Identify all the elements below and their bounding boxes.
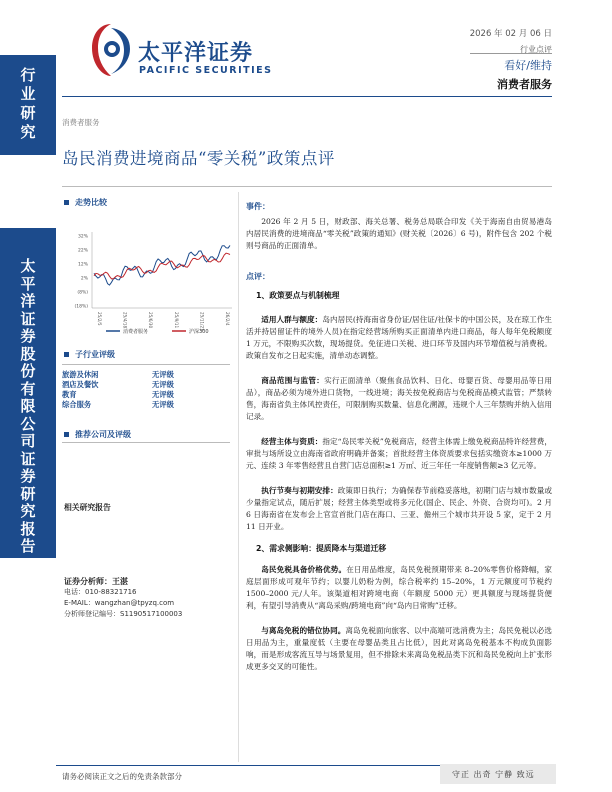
paragraph-price-advantage: [246, 564, 552, 612]
sub-industry-rating: 无评级: [152, 370, 174, 379]
bullet-square-icon: [64, 432, 69, 437]
chart-x-axis: [97, 312, 230, 331]
y-tick-label: 22%: [77, 248, 88, 254]
y-tick-label: (8%): [77, 290, 88, 296]
sub-industry-rating: 无评级: [152, 400, 174, 409]
analyst-name: 证券分析师：王湛: [64, 577, 128, 586]
recommend-divider: [62, 442, 230, 443]
header-meta: [352, 27, 552, 55]
x-tick-label: 25/2/5: [97, 312, 102, 326]
paragraph-operators: [246, 436, 552, 472]
breadcrumb: 消费者服务: [62, 118, 100, 127]
table-row: [62, 380, 212, 390]
event-heading: 事件：: [246, 202, 270, 211]
legend-label-csi300: 沪深300: [189, 329, 209, 335]
sub-rating-table: [62, 370, 212, 410]
y-tick-label: 12%: [77, 262, 88, 268]
footer-disclaimer: 请务必阅读正文之后的免责条款部分: [62, 772, 182, 781]
paragraph-schedule: [246, 485, 552, 533]
trend-heading: 走势比较: [64, 197, 107, 208]
event-paragraph: 2026 年 2 月 5 日，财政部、海关总署、税务总局联合印发《关于海南自由贸易港岛内居民消费的进境商品“零关税”政策的通知》(财关税〔2026〕6 号)，附件包含 202 个税则号商品的正面清单。: [246, 217, 552, 250]
rating-badge: 看好/维持: [504, 59, 552, 72]
logo-cn: 太平洋证券: [138, 41, 254, 66]
legend-label-consumer: 消费者服务: [123, 329, 149, 335]
sub-industry-name: 综合服务: [62, 400, 92, 409]
series-csi300: [94, 253, 230, 279]
chart-y-axis: [74, 234, 88, 310]
table-row: [62, 390, 212, 400]
header-divider: [62, 96, 552, 97]
sub-industry-name: 旅游及休闲: [62, 370, 99, 379]
x-tick-label: 25/6/30: [148, 312, 154, 329]
left-strip-main-text: 太 平 洋 证 券 股 份 有 限 公 司 证 券 研 究 报 告: [20, 257, 36, 555]
x-tick-label: 25/11/23: [199, 312, 205, 331]
section2-heading: 2、需求侧影响：提质降本与渠道迁移: [256, 544, 387, 553]
footer-slogan: 守正 出奇 宁静 致远: [452, 770, 535, 779]
paragraph-lead: 岛民免税具备价格优势。: [261, 565, 347, 574]
sub-industry-rating: 无评级: [152, 380, 174, 389]
chart-legend: [106, 328, 209, 335]
sub-industry-name: 酒店及餐饮: [62, 380, 99, 389]
column-divider: [238, 192, 239, 762]
paragraph-body: 岛内居民(持海南省身份证/居住证/社保卡的中国公民，及在琼工作生活并持居留证件的境外人员)在指定经营场所购买正面清单内进口商品，每人每年免税额度 1 万元，不限购买次数，现场提货。免征进口关税、进口环节及国内环节增值税与消费税。政策自发布之日起实施，清单动态调整。: [246, 315, 553, 360]
trend-chart: [62, 228, 242, 338]
paragraph-scope: [246, 375, 552, 423]
bullet-square-icon: [64, 352, 69, 357]
industry-label: 消费者服务: [497, 78, 552, 91]
logo-mark-icon: [88, 22, 134, 78]
sub-industry-name: 教育: [62, 390, 77, 399]
paragraph-body: 政策即日执行；为确保春节前稳妥落地，初期门店与城市数量或少量指定试点，随后扩展；经营主体类型或将多元化(国企、民企、外资、合资均可)。2 月 6 日海南省在发布会上官宣首批门店在海口、三亚、儋州三个城市共开设 5 家，定于 2 月 11 日开业。: [246, 486, 552, 531]
main-content: [246, 201, 552, 673]
paragraph-lead: 商品范围与监管：: [261, 376, 325, 385]
paragraph-synergy: [246, 625, 552, 673]
logo-en: PACIFIC SECURITIES: [139, 65, 273, 76]
paragraph-lead: 与离岛免税的错位协同。: [261, 626, 346, 635]
paragraph-body: 实行正面清单（聚焦食品饮料、日化、母婴百货、母婴用品等日用品），商品必须为境外进口货物，一线进境；海关按免税商店与免税商品模式监管；严禁转售，海南省负主体风控责任，可限制购买数量、信息化溯源，违规个人三年禁购并纳入信用记录。: [246, 376, 552, 421]
table-row: [62, 370, 212, 380]
comment-heading: 点评：: [246, 272, 270, 281]
analyst-info: [64, 576, 182, 620]
analyst-cert: 分析师登记编号：S1190517100003: [64, 610, 183, 618]
y-tick-label: 2%: [80, 276, 88, 282]
paragraph-body: 离岛免税面向旅客、以中高端可选消费为主；岛民免税以必选日用品为主，重量度低（主要在母婴品类且占比低），因此对离岛免税基本不构成负面影响，而是形成客流互导与场景复用，但不排除未来离岛免税品类下沉和岛民免税向上扩张形成更多交叉的可能性。: [246, 626, 552, 671]
section1-heading: 1、政策要点与机制梳理: [256, 291, 340, 300]
company-logo: [88, 22, 278, 82]
report-type: 行业点评: [520, 45, 552, 54]
x-tick-label: 25/4/18: [122, 312, 128, 329]
x-tick-label: 25/9/11: [173, 312, 179, 329]
page-title: 岛民消费进境商品“零关税”政策点评: [62, 149, 335, 168]
sub-rating-divider: [62, 364, 230, 365]
paragraph-eligibility: [246, 314, 552, 362]
analyst-phone: 电话：010-88321716: [64, 588, 137, 596]
paragraph-lead: 执行节奏与初期安排：: [261, 486, 338, 495]
paragraph-body: 指定“岛民零关税”免税商店，经营主体需上缴免税商品特许经营费，审批与场所设立由海南省政府明确并备案；首批经营主体资质要求包括实缴资本≥1000 万元、连续 3 年零售经营且自营门店总面积≥1 万㎡、近三年任一年度销售额≥3 亿元等。: [246, 437, 552, 470]
analyst-email[interactable]: E-MAIL：wangzhan@tpyzq.com: [64, 599, 175, 607]
paragraph-lead: 经营主体与资质：: [261, 437, 323, 446]
report-date: 2026 年 02 月 06 日: [469, 29, 552, 39]
x-tick-label: 26/2/4: [225, 312, 230, 326]
y-tick-label: (18%): [74, 304, 88, 310]
table-row: [62, 400, 212, 410]
recommend-heading: 推荐公司及评级: [64, 429, 131, 440]
bullet-square-icon: [64, 200, 69, 205]
y-tick-label: 32%: [77, 234, 88, 240]
title-divider: [62, 186, 552, 187]
sub-rating-heading: 子行业评级: [64, 349, 115, 360]
left-strip-top-text: 行 业 研 究: [20, 66, 36, 141]
sub-industry-rating: 无评级: [152, 390, 174, 399]
related-reports-heading: 相关研究报告: [64, 503, 111, 512]
paragraph-body: 在日用品维度，岛民免税预期带来 8–20%零售价格降幅，家庭层面形成可观年节约；以婴儿奶粉为例，综合税率约 15–20%，1 万元额度可节税约 1500–2000 元/人年。该渠道相对跨境电商（年额度 5000 元）更具额度与现场提货便利，有望引导消费从“离岛采购/跨境电商”向“岛内日常购”迁移。: [246, 565, 553, 610]
header-divider-short: [470, 53, 552, 54]
paragraph-lead: 适用人群与额度：: [261, 315, 323, 324]
series-consumer-services: [94, 245, 230, 285]
